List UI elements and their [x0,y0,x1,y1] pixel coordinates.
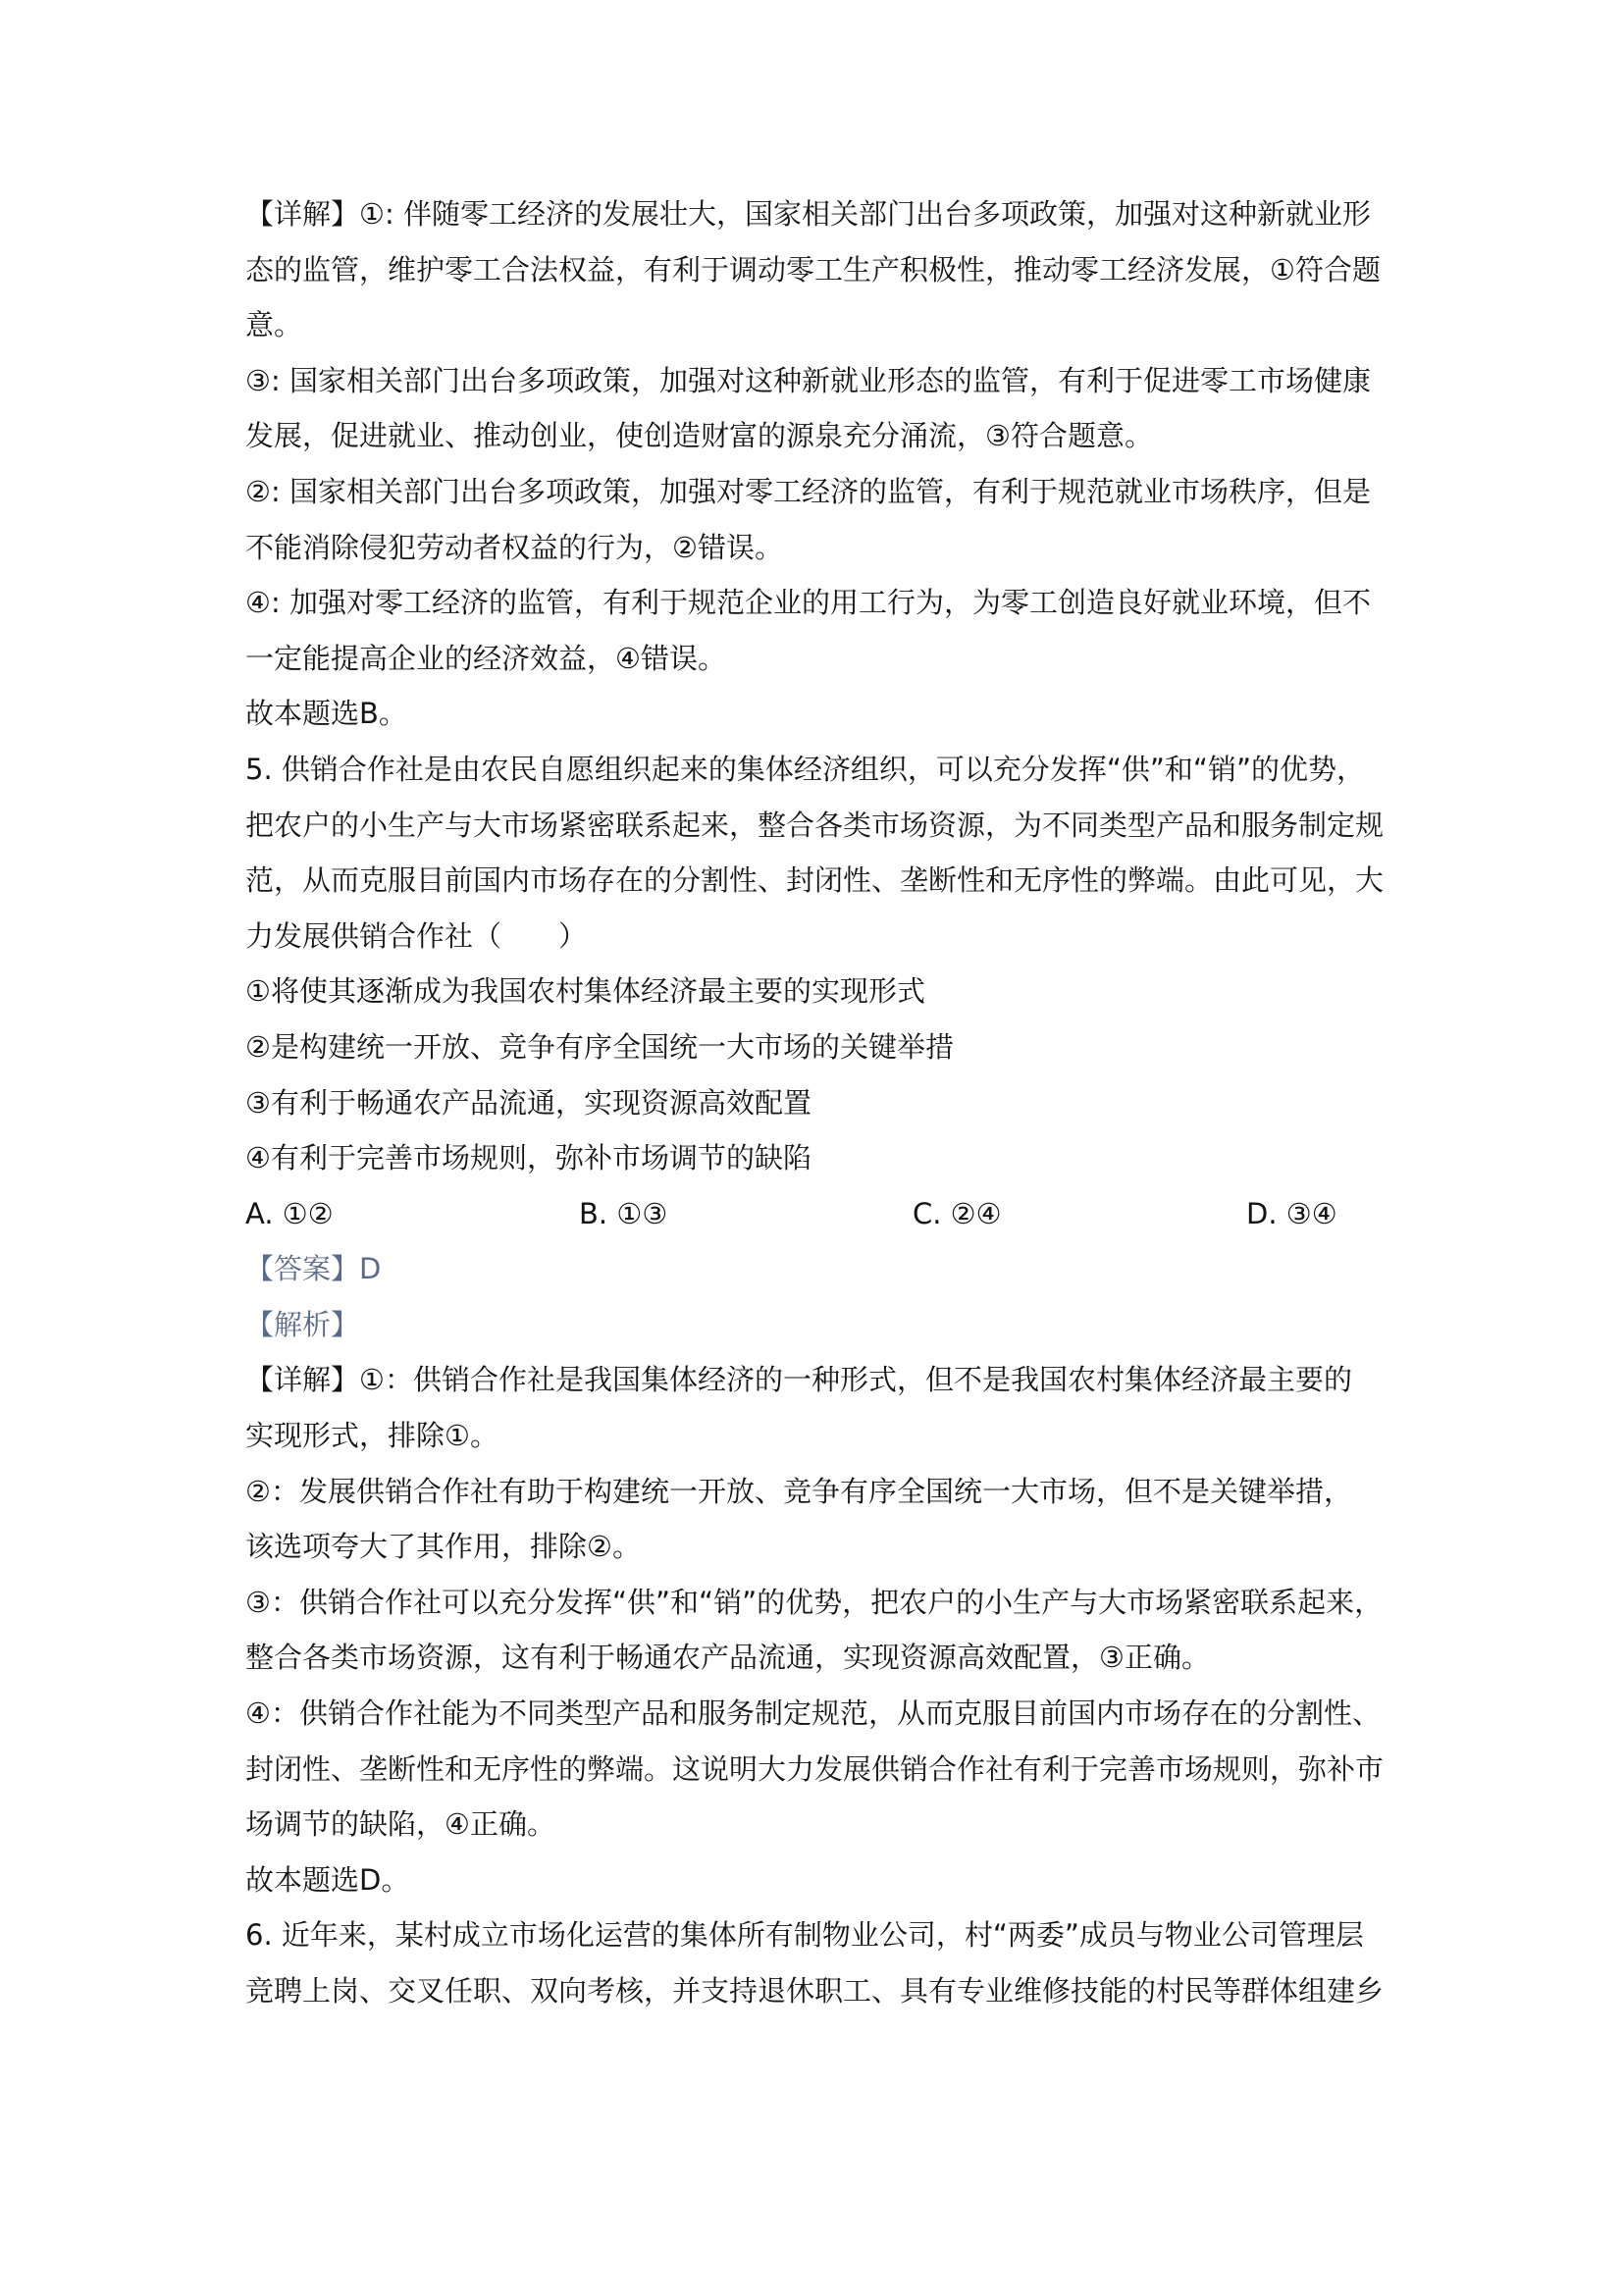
detail-line: 该选项夸大了其作用，排除②。 [245,1530,641,1564]
text-line: 【详解】①: 伴随零工经济的发展壮大，国家相关部门出台多项政策，加强对这种新就业形 [245,197,1371,231]
detail-line: 【详解】①：供销合作社是我国集体经济的一种形式，但不是我国农村集体经济最主要的 [245,1363,1352,1397]
text-line: ④: 加强对零工经济的监管，有利于规范企业的用工行为，为零工创造良好就业环境，但不 [245,586,1371,620]
detail-line: ④：供销合作社能为不同类型产品和服务制定规范，从而克服目前国内市场存在的分割性、 [245,1696,1381,1731]
question-stem-line: 力发展供销合作社（ ） [245,918,588,953]
text-line: ②: 国家相关部门出台多项政策，加强对零工经济的监管，有利于规范就业市场秩序，但是 [245,474,1371,508]
option-a: A. ①② [245,1196,334,1230]
question-stem-line: 竞聘上岗、交叉任职、双向考核，并支持退休职工、具有专业维修技能的村民等群体组建乡 [245,1974,1385,2008]
text-line: ③: 国家相关部门出台多项政策，加强对这种新就业形态的监管，有利于促进零工市场健康 [245,363,1371,397]
detail-line: ②：发展供销合作社有助于构建统一开放、竞争有序全国统一大市场，但不是关键举措， [245,1474,1352,1508]
detail-line: ③：供销合作社可以充分发挥“供”和“销”的优势，把农户的小生产与大市场紧密联系起来， [245,1585,1384,1619]
question-stem-line: 范，从而克服目前国内市场存在的分割性、封闭性、垄断性和无序性的弊端。由此可见，大 [245,863,1385,898]
text-line: 意。 [245,308,303,342]
text-line: 不能消除侵犯劳动者权益的行为，②错误。 [245,530,783,564]
statement-line: ①将使其逐渐成为我国农村集体经济最主要的实现形式 [245,974,925,1009]
statement-line: ④有利于完善市场规则，弥补市场调节的缺陷 [245,1141,812,1175]
option-d: D. ③④ [1246,1196,1337,1230]
detail-line: 整合各类市场资源，这有利于畅通农产品流通，实现资源高效配置，③正确。 [245,1641,1210,1675]
answer-line: 【答案】D [245,1252,382,1286]
option-c: C. ②④ [913,1196,1002,1230]
text-line: 故本题选B。 [245,697,407,731]
detail-line: 故本题选D。 [245,1862,410,1897]
text-line: 发展，促进就业、推动创业，使创造财富的源泉充分涌流，③符合题意。 [245,419,1153,453]
answer-options [245,1186,1393,1242]
question-stem-line: 6. 近年来，某村成立市场化运营的集体所有制物业公司，村“两委”成员与物业公司管理层 [245,1918,1364,1953]
text-line: 态的监管，维护零工合法权益，有利于调动零工生产积极性，推动零工经济发展，①符合题 [245,252,1381,287]
statement-line: ③有利于畅通农产品流通，实现资源高效配置 [245,1085,812,1120]
detail-line: 场调节的缺陷，④正确。 [245,1807,555,1842]
analysis-tag: 【解析】 [245,1307,360,1341]
detail-line: 封闭性、垄断性和无序性的弊端。这说明大力发展供销合作社有利于完善市场规则，弥补市 [245,1751,1385,1786]
question-stem-line: 把农户的小生产与大市场紧密联系起来，整合各类市场资源，为不同类型产品和服务制定规 [245,808,1385,842]
document-body [245,186,1393,2019]
text-line: 一定能提高企业的经济效益，④错误。 [245,641,726,675]
detail-line: 实现形式，排除①。 [245,1419,498,1453]
question-stem-line: 5. 供销合作社是由农民自愿组织起来的集体经济组织，可以充分发挥“供”和“销”的优势， [245,752,1365,786]
statement-line: ②是构建统一开放、竞争有序全国统一大市场的关键举措 [245,1029,954,1064]
option-b: B. ①③ [579,1196,668,1230]
